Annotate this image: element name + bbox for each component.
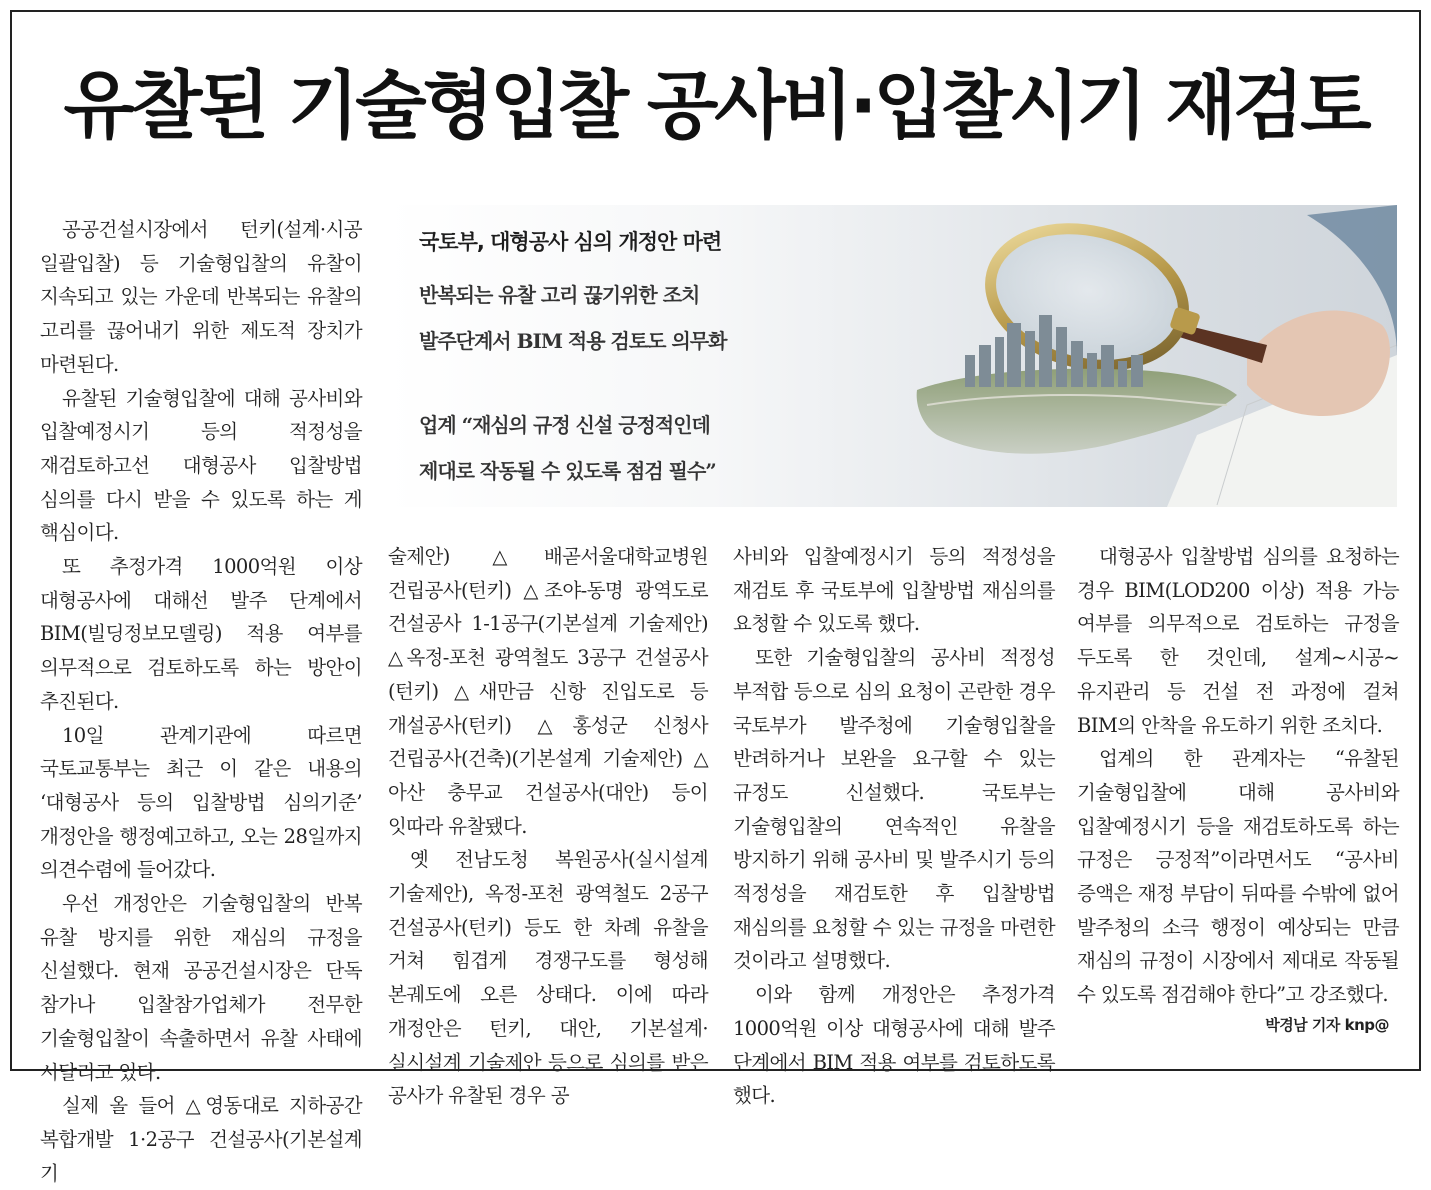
- article-column-2: [388, 540, 708, 1113]
- paragraph: 또한 기술형입찰의 공사비 적정성 부적합 등으로 심의 요청이 곤란한 경우 국토부가 발주청에 기술형입찰을 반려하거나 보완을 요구할 수 있는 규정도 신설했다. 국토부는 기술형입찰의 연속적인 유찰을 방지하기 위해 공사비 및 발주시기 등의 적정성을 재검토한 후 입찰방법 재심의를 요청할 수 있는 규정을 마련한 것이라고 설명했다.: [733, 646, 1055, 973]
- paragraph: 업계의 한 관계자는 “유찰된 기술형입찰에 대해 공사비와 입찰예정시기 등을 재검토하도록 하는 규정은 긍정적”이라면서도 “공사비 증액은 재정 부담이 뒤따를 수밖에 없어 발주청의 소극 행정이 예상되는 만큼 재심의 규정이 시장에서 제대로 작동될 수 있도록 점검해야 한다”고 강조했다.: [1077, 747, 1399, 1007]
- article-column-4: [1077, 540, 1399, 1012]
- summary-line: 업계 “재심의 규정 신설 긍정적인데: [419, 413, 710, 437]
- article-column-1: [40, 213, 362, 1190]
- summary-text: [419, 225, 839, 494]
- summary-lead: 국토부, 대형공사 심의 개정안 마련: [419, 230, 722, 254]
- paragraph: 술제안) △배곧서울대학교병원 건립공사(턴키) △조야-동명 광역도로 건설공사 1-1공구(기본설계 기술제안) △옥정-포천 광역철도 3공구 건설공사(턴키) △새만금 신항 진입도로 등 개설공사(턴키) △홍성군 신청사 건립공사(건축)(기본설계 기술제안) △아산 충무교 건설공사(대안) 등이 잇따라 유찰됐다.: [388, 545, 708, 838]
- paragraph: 유찰된 기술형입찰에 대해 공사비와 입찰예정시기 등의 적정성을 재검토하고선 대형공사 입찰방법 심의를 다시 받을 수 있도록 하는 게 핵심이다.: [40, 386, 362, 545]
- summary-box: [387, 205, 1397, 507]
- paragraph: 10일 관계기관에 따르면 국토교통부는 최근 이 같은 내용의 ‘대형공사 등의 입찰방법 심의기준’ 개정안을 행정예고하고, 오는 28일까지 의견수렴에 들어갔다.: [40, 723, 362, 882]
- summary-line: 반복되는 유찰 고리 끊기위한 조치: [419, 283, 700, 307]
- paragraph: 또 추정가격 1000억원 이상 대형공사에 대해선 발주 단계에서 BIM(빌딩정보모델링) 적용 여부를 의무적으로 검토하도록 하는 방안이 추진된다.: [40, 555, 362, 713]
- paragraph: 이와 함께 개정안은 추정가격 1000억원 이상 대형공사에 대해 발주 단계에서 BIM 적용 여부를 검토하도록 했다.: [733, 983, 1055, 1108]
- paragraph: 실제 올 들어 △영동대로 지하공간 복합개발 1·2공구 건설공사(기본설계 기: [40, 1094, 362, 1185]
- summary-line: 제대로 작동될 수 있도록 점검 필수”: [419, 459, 716, 483]
- summary-line: 발주단계서 BIM 적용 검토도 의무화: [419, 329, 727, 353]
- paragraph: 공공건설시장에서 턴키(설계·시공 일괄입찰) 등 기술형입찰의 유찰이 지속되고 있는 가운데 반복되는 유찰의 고리를 끊어내기 위한 제도적 장치가 마련된다.: [40, 218, 362, 376]
- paragraph: 우선 개정안은 기술형입찰의 반복 유찰 방지를 위한 재심의 규정을 신설했다. 현재 공공건설시장은 단독 참가나 입찰참가업체가 전무한 기술형입찰이 속출하면서 유찰 사태에 시달리고 있다.: [40, 892, 362, 1084]
- article-column-3: [733, 540, 1055, 1113]
- paragraph: 대형공사 입찰방법 심의를 요청하는 경우 BIM(LOD200 이상) 적용 가능 여부를 의무적으로 검토하는 규정을 두도록 한 것인데, 설계~시공~유지관리 등 건설 전 과정에 걸쳐 BIM의 안착을 유도하기 위한 조치다.: [1077, 545, 1399, 737]
- magnifier-city-illustration: [837, 205, 1397, 507]
- paragraph: 사비와 입찰예정시기 등의 적정성을 재검토 후 국토부에 입찰방법 재심의를 요청할 수 있도록 했다.: [733, 545, 1055, 636]
- headline: 유찰된 기술형입찰 공사비·입찰시기 재검토: [63, 63, 1368, 149]
- paragraph: 옛 전남도청 복원공사(실시설계 기술제안), 옥정-포천 광역철도 2공구 건설공사(턴키) 등도 한 차례 유찰을 거쳐 힘겹게 경쟁구도를 형성해 본궤도에 오른 상태다. 이에 따라 개정안은 턴키, 대안, 기본설계·실시설계 기술제안 등으로 심의를 받은 공사가 유찰된 경우 공: [388, 848, 708, 1108]
- byline: 박경남 기자 knp@: [1265, 1016, 1389, 1034]
